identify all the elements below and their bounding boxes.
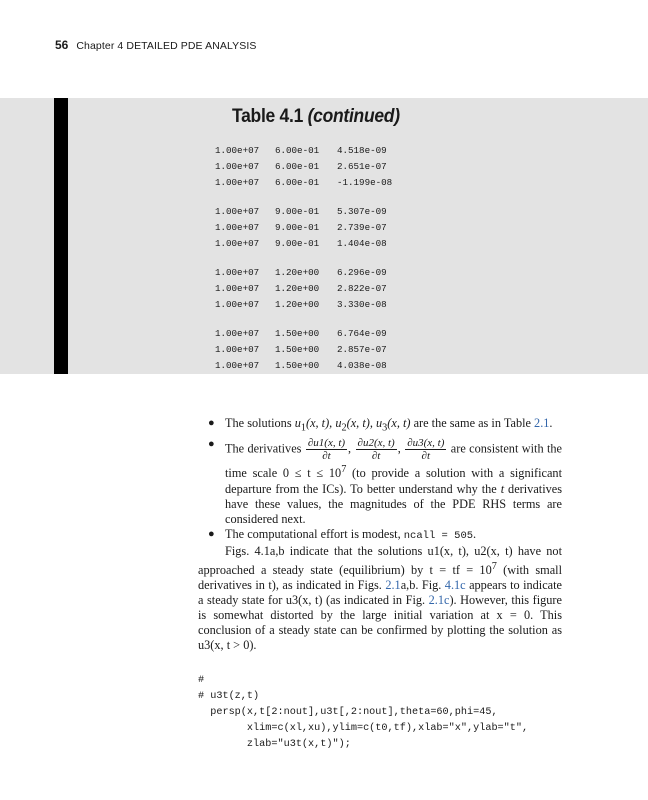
table-cell: 1.20e+00 [275,299,320,310]
chapter-title: Chapter 4 DETAILED PDE ANALYSIS [76,40,257,52]
code-line: persp(x,t[2:nout],u3t[,2:nout],theta=60,phi=45, [198,707,498,718]
table-cell: -1.199e-08 [337,177,393,188]
table-title-suffix: (continued) [307,106,400,127]
table-row [215,204,407,220]
table-row [215,220,407,236]
page-number: 56 [55,38,69,52]
table-row [215,265,407,281]
ref-fig-4-1c[interactable]: 4.1c [444,577,466,592]
bullet-icon: ● [208,438,215,451]
bullet-icon: ● [208,527,215,540]
ref-fig-2-1[interactable]: 2.1 [385,577,401,592]
table-cell: 1.00e+07 [215,206,260,217]
table-cell: 1.20e+00 [275,267,320,278]
table-cell: 4.038e-08 [337,360,387,371]
table-cell: 1.00e+07 [215,161,260,172]
code-listing [198,673,528,753]
table-cell: 6.764e-09 [337,328,387,339]
table-cell: 1.00e+07 [215,177,260,188]
table-row [215,297,407,313]
table-cell: 1.00e+07 [215,328,260,339]
table-cell: 2.822e-07 [337,283,387,294]
table-cell: 1.00e+07 [215,145,260,156]
table-row [215,342,407,358]
table-cell: 1.00e+07 [215,238,260,249]
table-row [215,281,407,297]
table-cell: 1.50e+00 [275,328,320,339]
table-cell: 3.330e-08 [337,299,387,310]
code-line: # u3t(z,t) [198,691,260,702]
table-cell: 1.00e+07 [215,344,260,355]
table-cell: 1.00e+07 [215,360,260,371]
table-cell: 4.518e-09 [337,145,387,156]
table-row [215,143,407,159]
bullet-icon: ● [208,417,215,429]
table-row [215,236,407,252]
ncall-value: ncall = 505 [403,529,474,542]
code-line: zlab="u3t(x,t)"); [198,739,351,750]
table-cell: 9.00e-01 [275,206,320,217]
bullet-effort: ● The computational effort is modest, ncall = 505. [208,526,477,542]
table-title-text: Table 4.1 [232,106,304,127]
table-cell: 1.20e+00 [275,283,320,294]
bullet-solutions: ● The solutions $u_1(x$, t), $u_2(x$, t), $u_3(x$, t) are the same as in Table 2.1. [208,416,553,434]
table-cell: 1.00e+07 [215,267,260,278]
table-cell: 1.404e-08 [337,238,387,249]
derivative-u1: $\frac{\partial u1(x, t)}{\partial t}$ [307,437,346,463]
table-cell: 5.307e-09 [337,206,387,217]
running-header [55,38,256,52]
table-cell: 9.00e-01 [275,238,320,249]
table-cell: 6.296e-09 [337,267,387,278]
table-title [232,106,400,128]
table-cell: 1.00e+07 [215,299,260,310]
side-bar-decoration [54,98,68,374]
table-cell: 6.00e-01 [275,161,320,172]
derivative-u2: $\frac{\partial u2(x, t)}{\partial t}$ [357,437,395,463]
table-row [215,326,407,342]
bullet-derivatives: ● The derivatives $\frac{\partial u1(x, t)}{\partial t}$ , $\frac{\partial u2(x, t)}{\partial t}$ , $\frac{\partial u3(x, t)}{\partial t}$ are consistent with the time scale $0 \le t \le 10^7$ (to provide a solution with a significant departure from the ICs). To better understand why the t derivatives have these values, the magnitudes of the PDE RHS terms are considered next. [208,437,563,526]
table-cell: 1.50e+00 [275,360,320,371]
table-cell: 6.00e-01 [275,177,320,188]
ref-fig-2-1c[interactable]: 2.1c [428,592,450,607]
table-cell: 1.50e+00 [275,344,320,355]
ref-table-2-1[interactable]: 2.1 [534,416,550,430]
table-row [215,159,407,175]
table-cell: 6.00e-01 [275,145,320,156]
code-line: # [198,675,205,686]
table-cell: 1.00e+07 [215,283,260,294]
derivative-u3: $\frac{\partial u3(x, t)}{\partial t}$ [407,437,445,463]
table-cell: 1.00e+07 [215,222,260,233]
table-row [215,175,407,191]
table-cell: 2.651e-07 [337,161,387,172]
table-cell: 9.00e-01 [275,222,320,233]
table-cell: 2.857e-07 [337,344,387,355]
table-body [215,143,407,374]
table-cell: 2.739e-07 [337,222,387,233]
table-row [215,358,407,374]
analysis-paragraph: Figs. 4.1a,b indicate that the solutions u1(x, t), u2(x, t) have not approached a steady state (equilibrium) by t = tf = $10^7$ (with small derivatives in t), as indicated in Figs. 2.1a,b. Fig. 4.1c appears to indicate a steady state for u3(x, t) (as indicated in Fig. 2.1c). However, this figure is somewhat distorted by the large initial variation at x = 0. This conclusion of a steady state can be confirmed by plotting the solution as u3(x, t > 0). [198,543,562,652]
code-line: xlim=c(xl,xu),ylim=c(t0,tf),xlab="x",ylab="t", [198,723,529,734]
body-text [198,416,562,653]
